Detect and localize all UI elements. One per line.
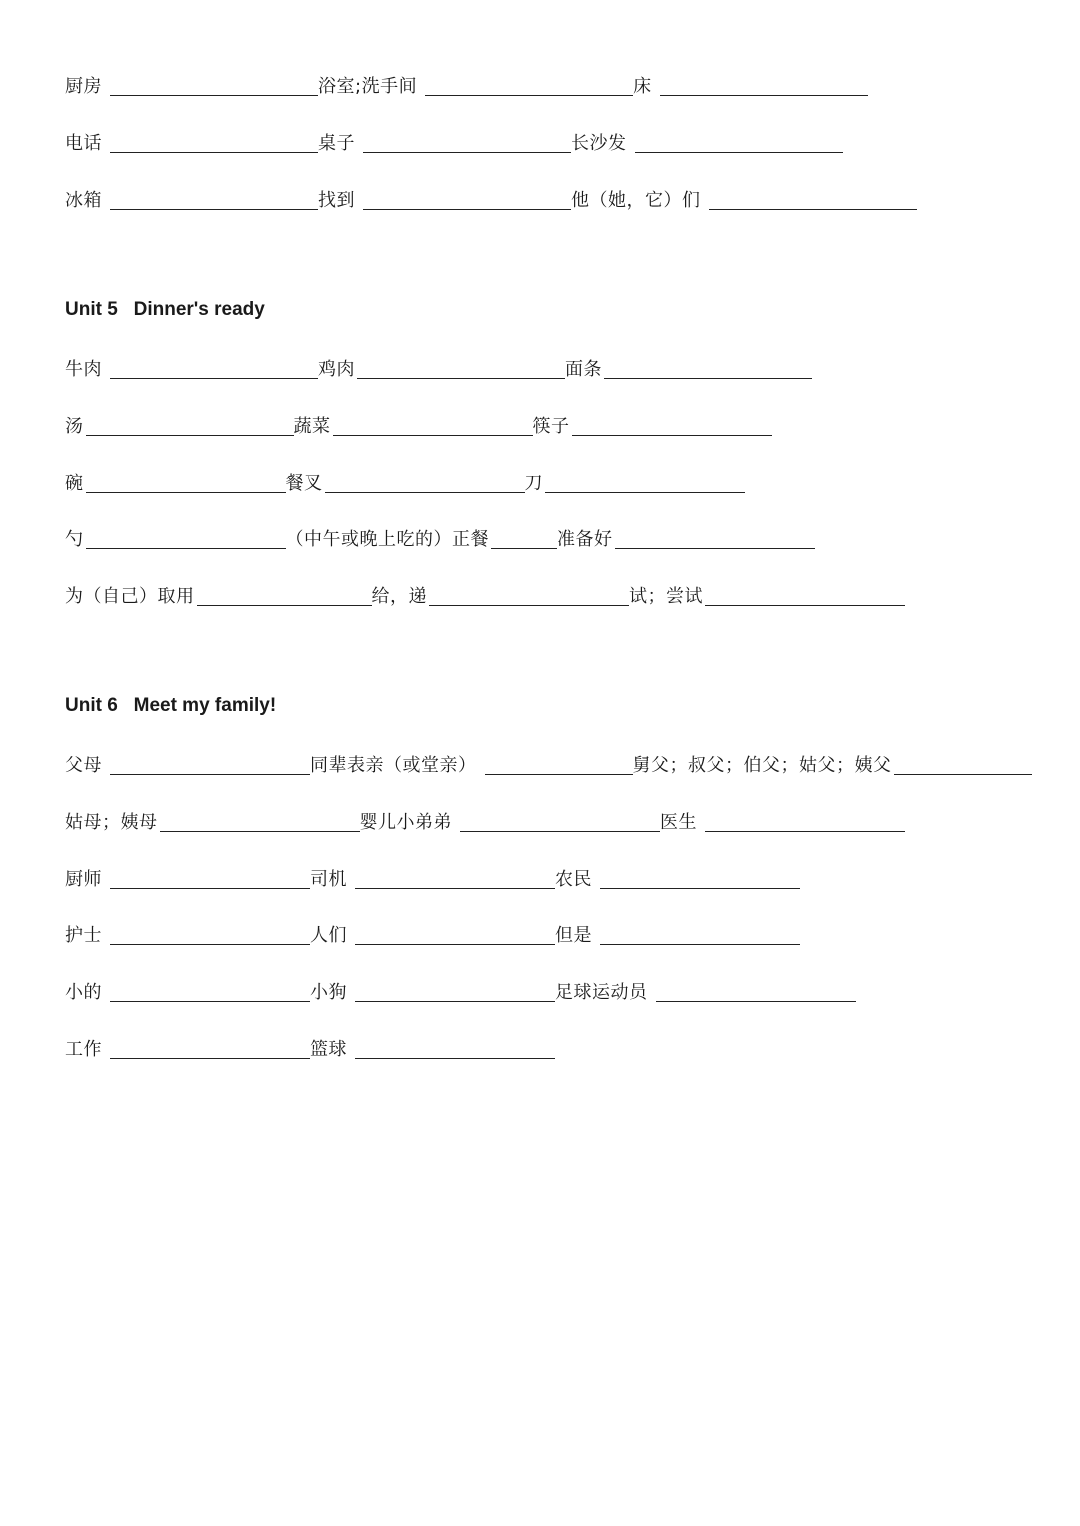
vocab-label: 找到 [318, 190, 355, 211]
vocab-item [555, 982, 856, 1004]
vocab-label: 医生 [660, 812, 697, 833]
answer-blank[interactable] [705, 831, 905, 832]
vocab-label: 人们 [310, 925, 347, 946]
vocab-row [65, 974, 856, 1004]
vocab-label: （中午或晚上吃的）正餐 [285, 529, 489, 550]
answer-blank[interactable] [600, 944, 800, 945]
vocab-item [65, 190, 318, 212]
vocab-item [660, 812, 905, 834]
answer-blank[interactable] [363, 152, 571, 153]
answer-blank[interactable] [110, 1001, 310, 1002]
answer-blank[interactable] [110, 944, 310, 945]
vocab-item [65, 755, 310, 777]
answer-blank[interactable] [572, 435, 772, 436]
vocab-label: 厨房 [65, 76, 102, 97]
answer-blank[interactable] [705, 605, 905, 606]
vocab-label: 舅父；叔父；伯父；姑父；姨父 [632, 755, 892, 776]
vocab-item [65, 133, 318, 155]
vocab-label: 同辈表亲（或堂亲） [310, 755, 477, 776]
vocab-label: 刀 [524, 473, 543, 494]
vocab-item [310, 755, 633, 777]
vocab-item [318, 76, 633, 98]
vocab-row [65, 521, 815, 551]
vocab-item [65, 925, 310, 947]
vocab-row [65, 125, 843, 155]
answer-blank[interactable] [333, 435, 533, 436]
vocab-row [65, 408, 772, 438]
answer-blank[interactable] [325, 492, 525, 493]
answer-blank[interactable] [355, 944, 555, 945]
vocab-label: 小狗 [310, 982, 347, 1003]
vocab-item [310, 925, 555, 947]
vocab-row [65, 804, 905, 834]
vocab-item [533, 416, 772, 438]
vocab-item [318, 359, 565, 381]
answer-blank[interactable] [429, 605, 629, 606]
answer-blank[interactable] [491, 548, 557, 549]
vocab-label: 足球运动员 [555, 982, 648, 1003]
vocab-item [286, 529, 558, 551]
vocab-item [294, 416, 533, 438]
vocab-item [633, 755, 1032, 777]
vocab-label: 鸡肉 [318, 359, 355, 380]
answer-blank[interactable] [160, 831, 360, 832]
answer-blank[interactable] [545, 492, 745, 493]
vocab-item [633, 76, 868, 98]
answer-blank[interactable] [355, 888, 555, 889]
vocab-item [555, 925, 800, 947]
answer-blank[interactable] [355, 1058, 555, 1059]
vocab-label: 浴室;洗手间 [318, 76, 418, 97]
vocab-label: 篮球 [310, 1039, 347, 1060]
vocab-label: 床 [633, 76, 652, 97]
vocab-label: 婴儿小弟弟 [359, 812, 452, 833]
answer-blank[interactable] [460, 831, 660, 832]
answer-blank[interactable] [110, 152, 318, 153]
answer-blank[interactable] [635, 152, 843, 153]
vocab-label: 面条 [565, 359, 602, 380]
answer-blank[interactable] [86, 492, 286, 493]
vocab-item [65, 982, 310, 1004]
vocab-item [65, 473, 286, 495]
vocab-item [65, 529, 286, 551]
vocab-row [65, 861, 800, 891]
vocab-label: 勺 [65, 529, 84, 550]
vocab-label: 农民 [555, 869, 592, 890]
answer-blank[interactable] [110, 209, 318, 210]
vocab-label: 司机 [310, 869, 347, 890]
vocab-item [629, 586, 905, 608]
vocab-row [65, 1031, 555, 1061]
vocab-label: 筷子 [532, 416, 570, 437]
vocab-item [555, 869, 800, 891]
vocab-row [65, 351, 812, 381]
vocab-label: 长沙发 [571, 133, 627, 154]
vocab-label: 桌子 [318, 133, 355, 154]
answer-blank[interactable] [660, 95, 868, 96]
vocab-item [571, 133, 843, 155]
vocab-label: 他（她，它）们 [571, 190, 701, 211]
answer-blank[interactable] [604, 378, 812, 379]
answer-blank[interactable] [110, 888, 310, 889]
vocab-item [565, 359, 812, 381]
vocab-label: 蔬菜 [293, 416, 331, 437]
vocab-item [65, 869, 310, 891]
unit5-heading: Unit 5 Dinner's ready [65, 299, 265, 320]
answer-blank[interactable] [656, 1001, 856, 1002]
vocab-item [525, 473, 746, 495]
vocab-label: 父母 [65, 755, 102, 776]
vocab-row [65, 465, 745, 495]
answer-blank[interactable] [110, 378, 318, 379]
vocab-item [65, 359, 318, 381]
vocab-item [372, 586, 630, 608]
vocab-label: 冰箱 [65, 190, 102, 211]
vocab-label: 为（自己）取用 [65, 586, 195, 607]
answer-blank[interactable] [357, 378, 565, 379]
vocab-label: 碗 [65, 473, 84, 494]
vocab-label: 护士 [65, 925, 102, 946]
vocab-item [360, 812, 661, 834]
answer-blank[interactable] [110, 1058, 310, 1059]
answer-blank[interactable] [894, 774, 1032, 775]
answer-blank[interactable] [86, 548, 286, 549]
vocab-row [65, 917, 800, 947]
vocab-label: 厨师 [65, 869, 102, 890]
vocab-label: 工作 [65, 1039, 102, 1060]
vocab-item [318, 133, 571, 155]
unit6-heading: Unit 6 Meet my family! [65, 695, 277, 716]
vocab-item [286, 473, 525, 495]
answer-blank[interactable] [110, 774, 310, 775]
vocab-row [65, 182, 917, 212]
vocab-item [310, 982, 555, 1004]
answer-blank[interactable] [709, 209, 917, 210]
vocab-item [318, 190, 571, 212]
answer-blank[interactable] [197, 605, 372, 606]
vocab-label: 电话 [65, 133, 102, 154]
vocab-item [65, 586, 372, 608]
vocab-item [310, 1039, 555, 1061]
vocab-label: 姑母；姨母 [65, 812, 158, 833]
answer-blank[interactable] [485, 774, 633, 775]
vocab-label: 餐叉 [285, 473, 323, 494]
vocab-item [65, 812, 360, 834]
answer-blank[interactable] [425, 95, 633, 96]
answer-blank[interactable] [600, 888, 800, 889]
vocab-label: 小的 [65, 982, 102, 1003]
answer-blank[interactable] [615, 548, 815, 549]
vocab-item [310, 869, 555, 891]
vocab-row [65, 68, 868, 98]
answer-blank[interactable] [363, 209, 571, 210]
vocab-row [65, 578, 905, 608]
vocab-item [65, 416, 294, 438]
vocab-item [65, 76, 318, 98]
answer-blank[interactable] [86, 435, 294, 436]
vocab-label: 牛肉 [65, 359, 102, 380]
vocab-row [65, 747, 1032, 777]
vocab-item [557, 529, 815, 551]
vocab-item [65, 1039, 310, 1061]
worksheet-page [65, 0, 1055, 1526]
vocab-label: 汤 [65, 416, 84, 437]
vocab-label: 给，递 [371, 586, 427, 607]
answer-blank[interactable] [355, 1001, 555, 1002]
answer-blank[interactable] [110, 95, 318, 96]
vocab-label: 试；尝试 [629, 586, 703, 607]
vocab-item [571, 190, 917, 212]
vocab-label: 但是 [555, 925, 592, 946]
vocab-label: 准备好 [557, 529, 613, 550]
